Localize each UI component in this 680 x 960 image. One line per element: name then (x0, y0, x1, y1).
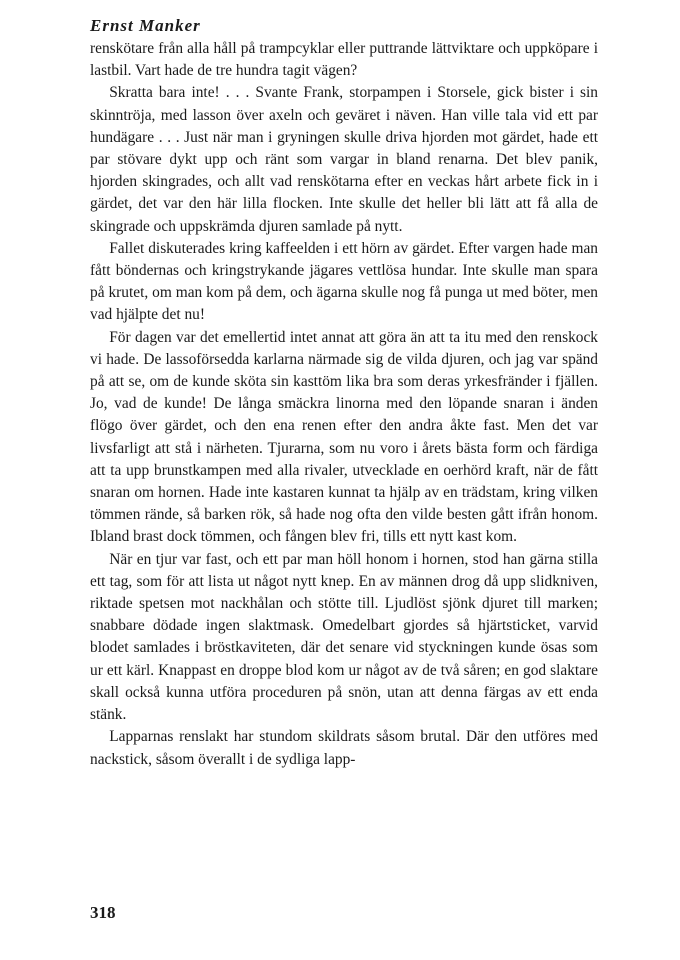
paragraph: För dagen var det emellertid intet annat att göra än att ta itu med den renskock vi hade. De lassoförsedda karlarna närmade sig de vilda djuren, och jag var spänd på att se, om de kunde sköta sin kasttöm lika bra som deras yrkesfränder i fjällen. Jo, vad de kunde! De långa smäckra linorna med den löpande snaran i änden flögo över gärdet, och den ena renen efter den andra åkte fast. Men det var livsfarligt att stå i närheten. Tjurarna, som nu voro i årets bästa form och färdiga att ta upp brunstkampen med alla rivaler, utvecklade en oerhörd kraft, när de fått snaran om hornen. Hade inte kastaren kunnat ta hjälp av en trädstam, kring vilken tömmen rände, så barken rök, så hade nog ofta den vilde besten gått ifrån honom. Ibland brast dock tömmen, och fången blev fri, tills ett nytt kast kom. (90, 328, 598, 546)
paragraph: Fallet diskuterades kring kaffeelden i ett hörn av gärdet. Efter vargen hade man fått böndernas och kringstrykande jägares vettlösa hundar. Inte skulle man spara på krutet, om man kom på dem, och ägarna skulle nog få punga ut med böter, men vad hjälpte det nu! (90, 239, 598, 324)
paragraph: När en tjur var fast, och ett par man höll honom i hornen, stod han gärna stilla ett tag, som för att lista ut något nytt knep. En av männen drog då upp slidkniven, riktade spetsen mot nackhålan och stötte till. Ljudlöst sjönk djuret till marken; snabbare dödade ingen slaktmask. Omedelbart gjordes så hjärtsticket, varvid blodet samlades i bröstkaviteten, där det senare vid styckningen kunde ösas som ur ett kärl. Knappast en droppe blod kom ur något av de två såren; en god slaktare skall också kunna utföra proceduren på snön, utan att denna färgas av ett enda stänk. (90, 550, 598, 724)
body-text (90, 38, 598, 771)
paragraph-continued: renskötare från alla håll på trampcyklar eller puttrande lättviktare och uppköpare i lastbil. Vart hade de tre hundra tagit vägen? (90, 40, 598, 80)
paragraph: Lapparnas renslakt har stundom skildrats såsom brutal. Där den utföres med nackstick, såsom överallt i de sydliga lapp- (90, 728, 598, 768)
paragraph: Skratta bara inte! . . . Svante Frank, storpampen i Storsele, gick bister i sin skinntröja, med lasson över axeln och geväret i näven. Han ville tala vid ett par hundägare . . . Just när man i gryningen skulle driva hjorden mot gärdet, hade ett par stövare dykt upp och ränt som vargar in bland renarna. Det blev panik, hjorden skingrades, och allt vad renskötarna efter en veckas hårt arbete fick in i gärdet, det var den här lilla flocken. Inte skulle det heller bli lätt att få alla de skingrade och uppskrämda djuren samlade på nytt. (90, 84, 598, 235)
page-number: 318 (90, 903, 116, 922)
book-page (90, 14, 598, 771)
running-head-author: Ernst Manker (90, 16, 201, 35)
